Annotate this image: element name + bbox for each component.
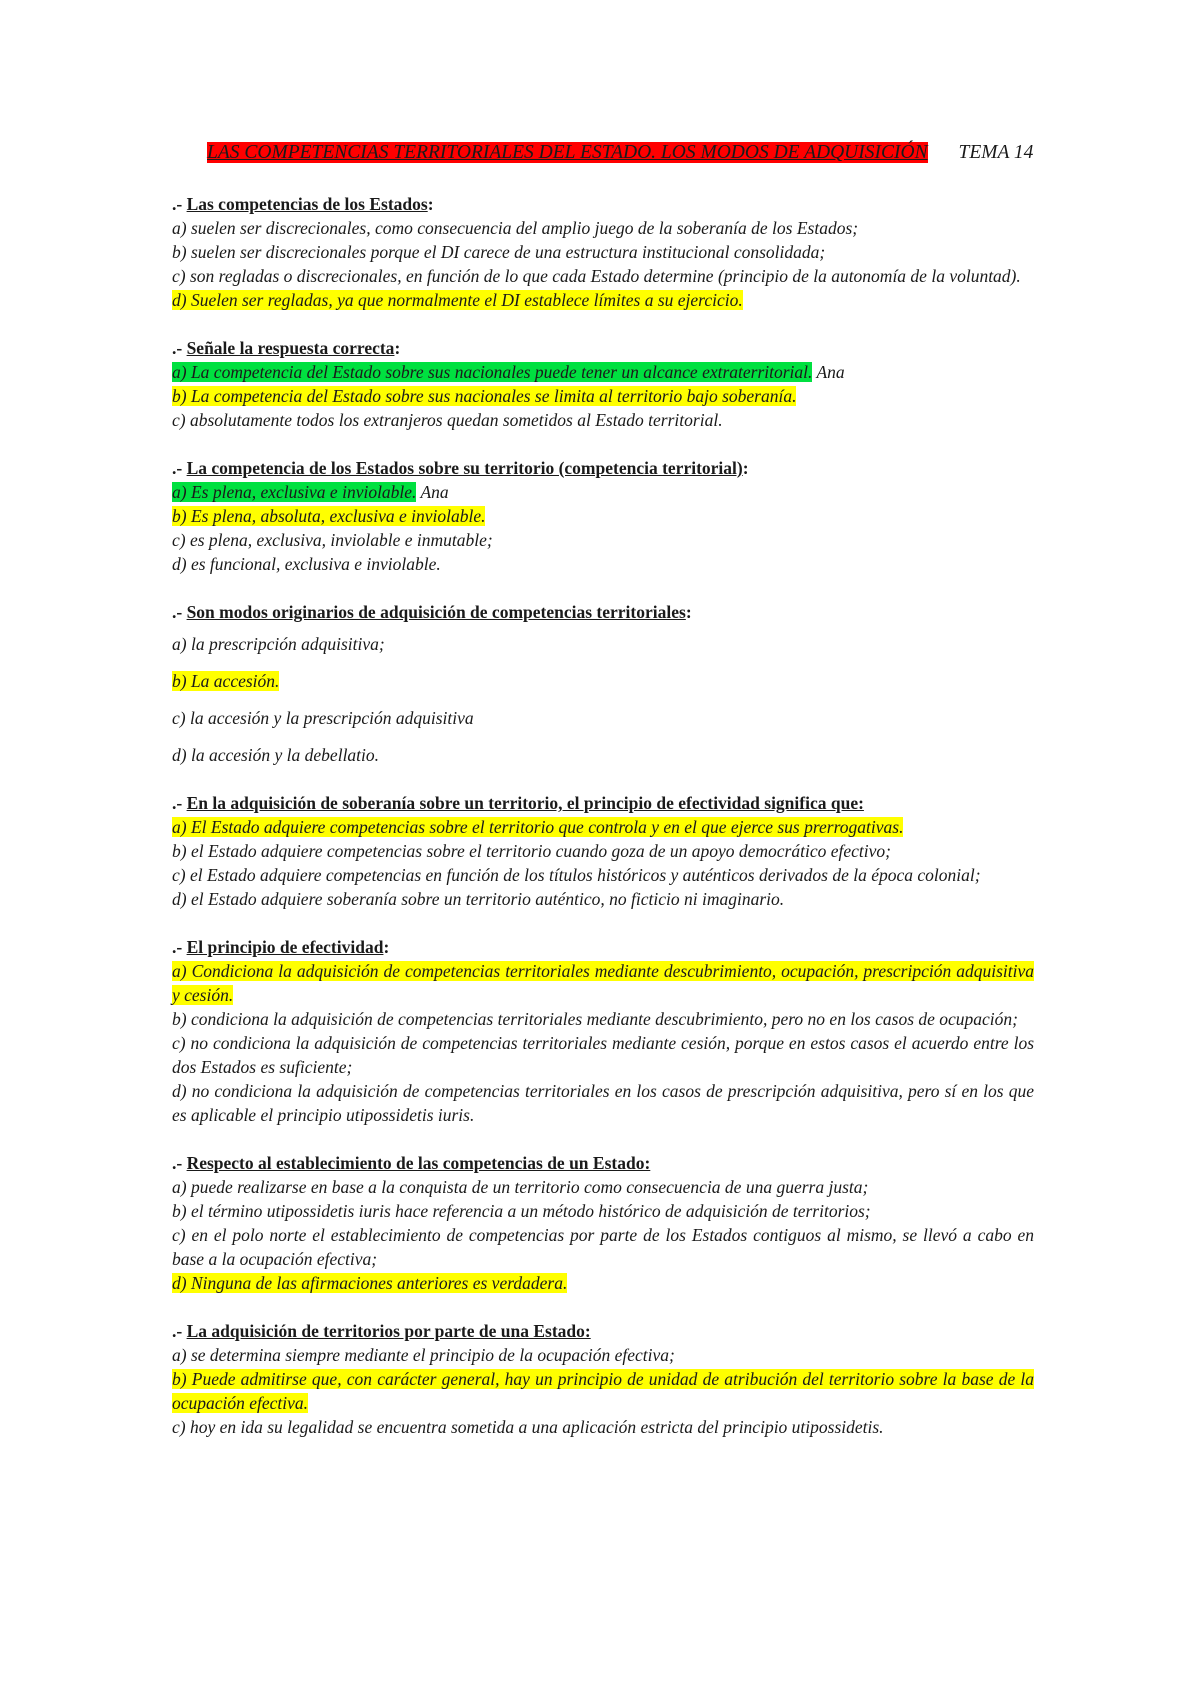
answer-option — [172, 1271, 1034, 1295]
highlighted-answer-text: a) El Estado adquiere competencias sobre el territorio que controla y en el que ejerce sus prerrogativas. — [172, 817, 904, 837]
question-suffix: : — [383, 937, 390, 957]
question-text: Respecto al establecimiento de las competencias de un Estado: — [186, 1153, 651, 1173]
answer-text: b) el término utipossidetis iuris hace referencia a un método histórico de adquisición de territorios; — [172, 1201, 871, 1221]
topic-number: TEMA 14 — [958, 142, 1034, 163]
answer-text: b) suelen ser discrecionales porque el DI carece de una estructura institucional consolidada; — [172, 242, 826, 262]
answer-option — [172, 1415, 1034, 1439]
answer-text: c) absolutamente todos los extranjeros quedan sometidos al Estado territorial. — [172, 410, 723, 430]
answer-option — [172, 887, 1034, 911]
question-list — [172, 192, 1034, 1463]
answer-option — [172, 360, 1034, 384]
question-prefix: .- — [172, 1153, 187, 1173]
question-suffix: : — [394, 338, 401, 358]
answer-option — [172, 528, 1034, 552]
answer-text: d) la accesión y la debellatio. — [172, 745, 380, 765]
question-text: La adquisición de territorios por parte de una Estado: — [186, 1321, 591, 1341]
highlighted-answer-text: d) Suelen ser regladas, ya que normalmente el DI establece límites a su ejercicio. — [172, 290, 743, 310]
question-block — [172, 336, 1034, 432]
question-prefix: .- — [172, 1321, 187, 1341]
question-prefix: .- — [172, 937, 187, 957]
highlighted-answer-text: b) Puede admitirse que, con carácter general, hay un principio de unidad de atribución del territorio sobre la base de la ocupación efectiva. — [172, 1369, 1034, 1413]
answer-text: a) puede realizarse en base a la conquista de un territorio como consecuencia de una guerra justa; — [172, 1177, 869, 1197]
answer-option — [172, 216, 1034, 240]
answer-option — [172, 480, 1034, 504]
answer-option — [172, 1367, 1034, 1415]
answer-option — [172, 1031, 1034, 1079]
question-text: Las competencias de los Estados — [186, 194, 428, 214]
highlighted-answer-text: b) La competencia del Estado sobre sus nacionales se limita al territorio bajo soberanía. — [172, 386, 797, 406]
answer-option — [172, 706, 1034, 730]
highlighted-answer-text: b) La accesión. — [172, 671, 280, 691]
answer-text: b) el Estado adquiere competencias sobre el territorio cuando goza de un apoyo democrático efectivo; — [172, 841, 891, 861]
answer-option — [172, 959, 1034, 1007]
question-prefix: .- — [172, 458, 187, 478]
question-block — [172, 791, 1034, 911]
question-block — [172, 1151, 1034, 1295]
question-prefix: .- — [172, 793, 187, 813]
answer-text: b) condiciona la adquisición de competencias territoriales mediante descubrimiento, pero no en los casos de ocupación; — [172, 1009, 1018, 1029]
question-heading — [172, 336, 1034, 360]
answer-note: Ana — [416, 482, 449, 502]
highlighted-answer-text: a) Condiciona la adquisición de competencias territoriales mediante descubrimiento, ocupación, prescripción adquisitiva y cesión. — [172, 961, 1034, 1005]
highlighted-answer-text: a) Es plena, exclusiva e inviolable. — [172, 482, 417, 502]
question-block — [172, 600, 1034, 767]
answer-text: a) se determina siempre mediante el principio de la ocupación efectiva; — [172, 1345, 675, 1365]
question-heading — [172, 1319, 1034, 1343]
document-title: LAS COMPETENCIAS TERRITORIALES DEL ESTADO. LOS MODOS DE ADQUISICIÓN — [207, 142, 928, 163]
question-heading — [172, 935, 1034, 959]
answer-note: Ana — [812, 362, 845, 382]
answer-option — [172, 863, 1034, 887]
question-heading — [172, 192, 1034, 216]
answer-text: c) en el polo norte el establecimiento de competencias por parte de los Estados contiguos al mismo, se llevó a cabo en base a la ocupación efectiva; — [172, 1225, 1034, 1269]
answer-text: a) suelen ser discrecionales, como consecuencia del amplio juego de la soberanía de los Estados; — [172, 218, 859, 238]
answer-text: d) el Estado adquiere soberanía sobre un territorio auténtico, no ficticio ni imaginario. — [172, 889, 785, 909]
question-suffix: : — [427, 194, 434, 214]
question-text: Son modos originarios de adquisición de competencias territoriales — [186, 602, 686, 622]
answer-option — [172, 743, 1034, 767]
question-heading — [172, 456, 1034, 480]
answer-option — [172, 264, 1034, 288]
answer-option — [172, 1079, 1034, 1127]
answer-text: d) no condiciona la adquisición de competencias territoriales en los casos de prescripción adquisitiva, pero sí en los que es aplicable el principio utipossidetis iuris. — [172, 1081, 1034, 1125]
question-text: El principio de efectividad — [186, 937, 384, 957]
answer-option — [172, 632, 1034, 656]
question-block — [172, 192, 1034, 312]
answer-option — [172, 669, 1034, 693]
answer-text: c) el Estado adquiere competencias en función de los títulos históricos y auténticos derivados de la época colonial; — [172, 865, 981, 885]
answer-option — [172, 1007, 1034, 1031]
question-heading — [172, 1151, 1034, 1175]
highlighted-answer-text: d) Ninguna de las afirmaciones anteriores es verdadera. — [172, 1273, 568, 1293]
document-header — [207, 142, 1034, 164]
answer-option — [172, 288, 1034, 312]
answer-option — [172, 839, 1034, 863]
answer-option — [172, 1199, 1034, 1223]
answer-option — [172, 815, 1034, 839]
answer-option — [172, 240, 1034, 264]
question-block — [172, 1319, 1034, 1439]
question-heading — [172, 600, 1034, 624]
answer-text: c) no condiciona la adquisición de competencias territoriales mediante cesión, porque en estos casos el acuerdo entre los dos Estados es suficiente; — [172, 1033, 1034, 1077]
question-prefix: .- — [172, 194, 187, 214]
answer-option — [172, 1175, 1034, 1199]
answer-option — [172, 552, 1034, 576]
question-text: En la adquisición de soberanía sobre un territorio, el principio de efectividad significa que: — [186, 793, 864, 813]
answer-text: d) es funcional, exclusiva e inviolable. — [172, 554, 441, 574]
answer-option — [172, 384, 1034, 408]
question-suffix: : — [742, 458, 749, 478]
answer-option — [172, 1343, 1034, 1367]
question-suffix: : — [685, 602, 692, 622]
question-block — [172, 456, 1034, 576]
answer-option — [172, 504, 1034, 528]
question-block — [172, 935, 1034, 1127]
question-prefix: .- — [172, 602, 187, 622]
answer-text: a) la prescripción adquisitiva; — [172, 634, 385, 654]
answer-text: c) es plena, exclusiva, inviolable e inmutable; — [172, 530, 493, 550]
answer-text: c) son regladas o discrecionales, en función de lo que cada Estado determine (principio de la autonomía de la voluntad). — [172, 266, 1021, 286]
question-text: Señale la respuesta correcta — [186, 338, 395, 358]
answer-option — [172, 1223, 1034, 1271]
answer-text: c) hoy en ida su legalidad se encuentra sometida a una aplicación estricta del principio utipossidetis. — [172, 1417, 884, 1437]
question-text: La competencia de los Estados sobre su territorio (competencia territorial) — [186, 458, 743, 478]
highlighted-answer-text: a) La competencia del Estado sobre sus nacionales puede tener un alcance extraterritorial. — [172, 362, 813, 382]
question-prefix: .- — [172, 338, 187, 358]
highlighted-answer-text: b) Es plena, absoluta, exclusiva e inviolable. — [172, 506, 486, 526]
answer-text: c) la accesión y la prescripción adquisitiva — [172, 708, 474, 728]
question-heading — [172, 791, 1034, 815]
answer-option — [172, 408, 1034, 432]
